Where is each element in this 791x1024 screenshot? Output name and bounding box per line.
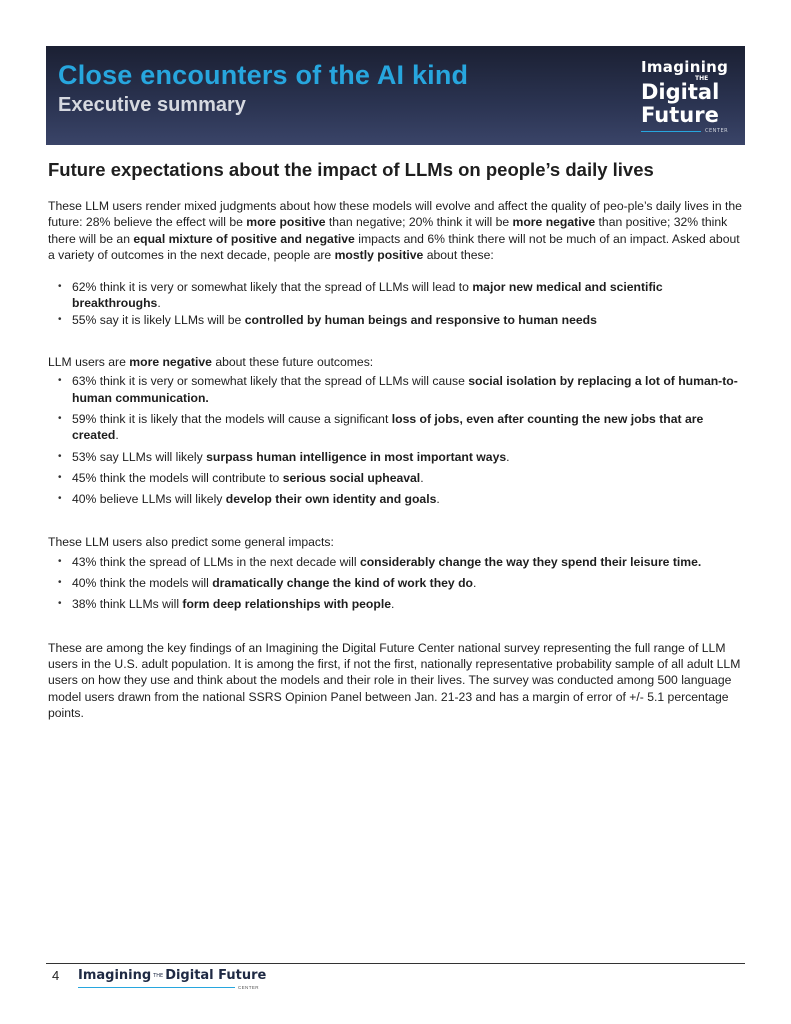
body-text: than negative; 20% think it will be [325, 215, 513, 230]
body-text: 45% think the models will contribute to [72, 470, 283, 485]
body-text: 53% say LLMs will likely [72, 449, 207, 464]
bullet-item [48, 312, 748, 328]
intro-paragraph [48, 198, 748, 263]
emphasis-text: more negative [129, 355, 212, 370]
center-logo [641, 58, 731, 134]
summary-content [48, 198, 748, 721]
bullet-item [48, 596, 748, 612]
footer-logo-imagining: Imagining [78, 968, 152, 983]
bullet-item [48, 279, 748, 312]
emphasis-text: social isolation by replacing a lot of human-to-human communication. [72, 374, 738, 405]
logo-rule [641, 131, 701, 132]
body-text: . [391, 597, 395, 612]
logo-imagining: Imagining [641, 58, 729, 76]
emphasis-text: serious social upheaval [282, 470, 421, 485]
body-text: than positive; 32% think there will be an [48, 215, 728, 246]
footer-logo-center: CENTER [238, 985, 259, 990]
general-intro [48, 534, 748, 550]
bullet-item [48, 554, 748, 570]
body-text: 40% think the models will [72, 576, 213, 591]
body-text: . [115, 428, 119, 443]
logo-the: THE [695, 75, 709, 82]
logo-center: CENTER [705, 128, 729, 134]
body-text: These LLM users render mixed judgments about how these models will evolve and affect the quality of peo-ple’s daily lives in the future: 28% believe the effect will be [48, 199, 742, 230]
logo-future: Future [641, 103, 719, 127]
closing-paragraph [48, 640, 748, 721]
section-heading: Future expectations about the impact of LLMs on people’s daily lives [48, 159, 654, 180]
emphasis-text: loss of jobs, even after counting the new jobs that are created [72, 411, 704, 443]
emphasis-text: major new medical and scientific breakthroughs [72, 280, 663, 311]
negative-intro [48, 354, 748, 370]
body-text: . [436, 492, 440, 507]
bullet-item [48, 470, 748, 486]
bullet-item [48, 373, 748, 406]
body-text: . [420, 470, 424, 485]
bullet-item [48, 411, 748, 444]
positive-list [48, 279, 748, 328]
bullet-item [48, 575, 748, 591]
body-text: 62% think it is very or somewhat likely that the spread of LLMs will lead to [72, 280, 473, 295]
body-text: These are among the key findings of an Imagining the Digital Future Center national survey representing the full range of LLM users in the U.S. adult population. It is among the first, if not the first, nationally representative probability sample of all adult LLM users on how they use and think about the models and their role in their lives. The survey was conducted among 500 language model users drawn from the national SSRS Opinion Panel between Jan. 21-23 and has a margin of error of +/- 5.1 percentage points. [48, 640, 741, 720]
emphasis-text: mostly positive [334, 247, 424, 262]
emphasis-text: form deep relationships with people [182, 597, 391, 612]
header-banner [46, 46, 745, 145]
body-text: 43% think the spread of LLMs in the next decade will [72, 554, 360, 569]
emphasis-text: dramatically change the kind of work they do [212, 576, 473, 591]
body-text: These LLM users also predict some general impacts: [48, 535, 334, 550]
footer-logo-rule [78, 987, 235, 988]
body-text: . [472, 576, 477, 591]
emphasis-text: develop their own identity and goals [225, 492, 437, 507]
page-subtitle: Executive summary [58, 94, 246, 116]
page-number: 4 [52, 968, 60, 983]
general-list [48, 554, 748, 613]
footer-divider [46, 963, 745, 964]
body-text: impacts and 6% think there will not be much of an impact. Asked about a variety of outcomes in the next decade, people are [48, 231, 740, 262]
body-text: LLM users are [48, 355, 130, 370]
emphasis-text: equal mixture of positive and negative [133, 231, 355, 246]
emphasis-text: more positive [246, 215, 326, 230]
emphasis-text: more negative [512, 215, 596, 230]
footer-logo-digital-future: Digital Future [165, 968, 267, 983]
emphasis-text: considerably change the way they spend their leisure time. [359, 554, 702, 569]
body-text: . [157, 296, 161, 311]
body-text: 63% think it is very or somewhat likely that the spread of LLMs will cause [72, 374, 469, 389]
emphasis-text: surpass human intelligence in most important ways [206, 449, 507, 464]
bullet-item [48, 491, 748, 507]
bullet-item [48, 449, 748, 465]
body-text: 55% say it is likely LLMs will be [72, 312, 245, 327]
body-text: 59% think it is likely that the models will cause a significant [72, 411, 392, 426]
negative-list [48, 373, 748, 507]
body-text: 40% believe LLMs will likely [72, 492, 226, 507]
logo-digital: Digital [641, 80, 720, 104]
body-text: about these: [423, 247, 494, 262]
body-text: 38% think LLMs will [72, 597, 183, 612]
emphasis-text: controlled by human beings and responsive to human needs [244, 312, 597, 327]
body-text: about these future outcomes: [211, 355, 374, 370]
footer-logo-the: THE [153, 972, 164, 979]
footer-logo [78, 968, 266, 983]
body-text: . [506, 449, 510, 464]
page-title: Close encounters of the AI kind [58, 60, 469, 90]
